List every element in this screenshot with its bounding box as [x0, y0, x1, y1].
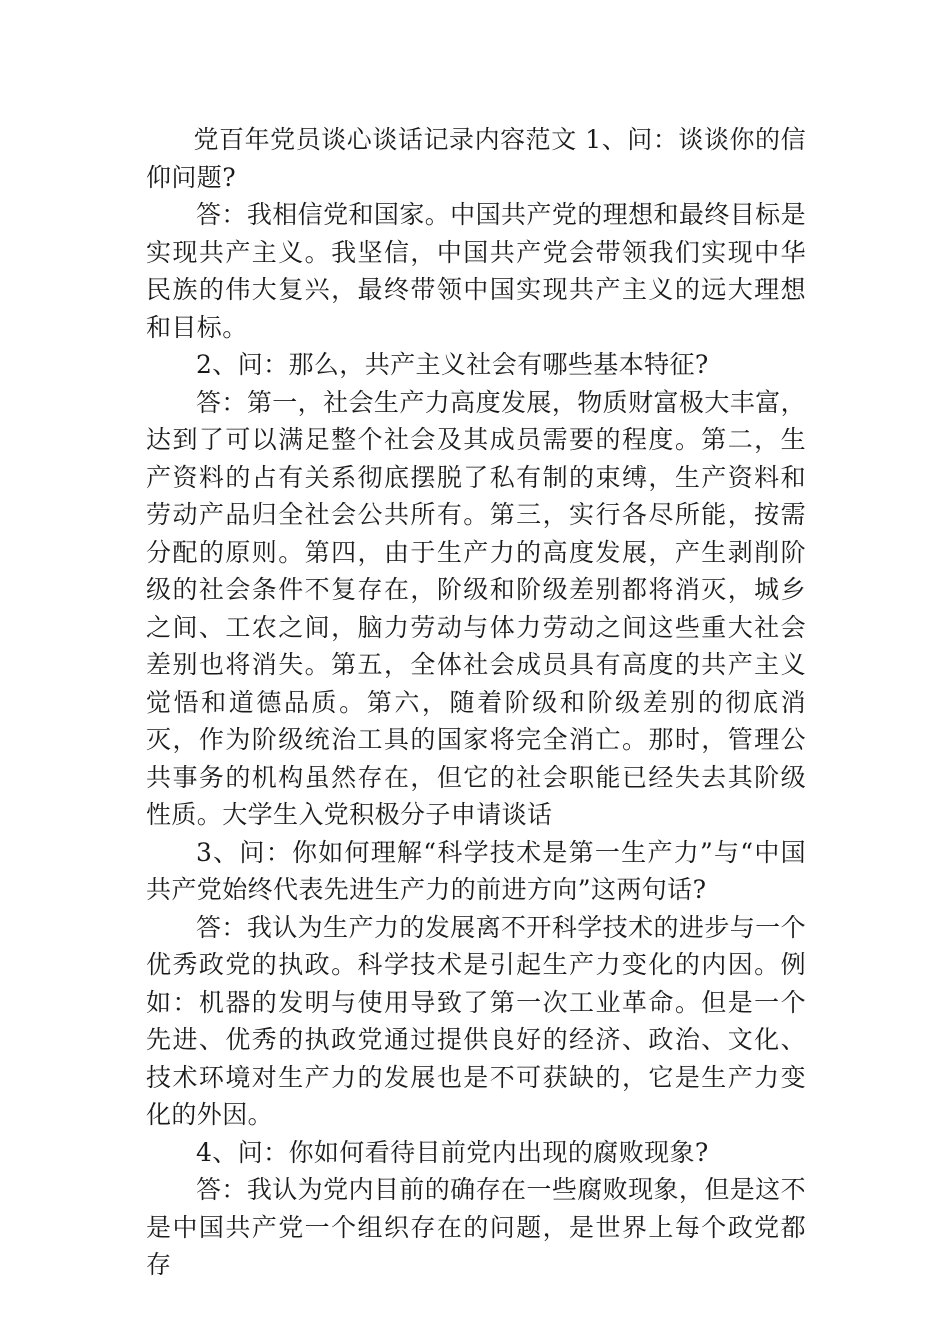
document-body — [146, 121, 806, 1284]
paragraph-title-question-1: 党百年党员谈心谈话记录内容范文 1、问：谈谈你的信仰问题? — [146, 125, 806, 192]
paragraph-answer-3: 答：我认为生产力的发展离不开科学技术的进步与一个优秀政党的执政。科学技术是引起生产力变化的内因。例如：机器的发明与使用导致了第一次工业革命。但是一个先进、优秀的执政党通过提供良好的经济、政治、文化、技术环境对生产力的发展也是不可获缺的，它是生产力变化的外因。 — [146, 912, 806, 1129]
paragraph-question-3: 3、问：你如何理解“科学技术是第一生产力”与“中国共产党始终代表先进生产力的前进方向”这两句话? — [146, 837, 806, 904]
paragraph-answer-4: 答：我认为党内目前的确存在一些腐败现象，但是这不是中国共产党一个组织存在的问题，是世界上每个政党都存 — [146, 1175, 806, 1279]
paragraph-question-4: 4、问：你如何看待目前党内出现的腐败现象? — [196, 1137, 709, 1167]
paragraph-question-2: 2、问：那么，共产主义社会有哪些基本特征? — [196, 350, 709, 379]
paragraph-answer-2: 答：第一，社会生产力高度发展，物质财富极大丰富，达到了可以满足整个社会及其成员需要的程度。第二，生产资料的占有关系彻底摆脱了私有制的束缚，生产资料和劳动产品归全社会公共所有。第三，实行各尽所能，按需分配的原则。第四，由于生产力的高度发展，产生剥削阶级的社会条件不复存在，阶级和阶级差别都将消灭，城乡之间、工农之间，脑力劳动与体力劳动之间这些重大社会差别也将消失。第五，全体社会成员具有高度的共产主义觉悟和道德品质。第六，随着阶级和阶级差别的彻底消灭，作为阶级统治工具的国家将完全消亡。那时，管理公共事务的机构虽然存在，但它的社会职能已经失去其阶级性质。大学生入党积极分子申请谈话 — [146, 387, 806, 829]
paragraph-answer-1: 答：我相信党和国家。中国共产党的理想和最终目标是实现共产主义。我坚信，中国共产党会带领我们实现中华民族的伟大复兴，最终带领中国实现共产主义的远大理想和目标。 — [146, 200, 806, 342]
